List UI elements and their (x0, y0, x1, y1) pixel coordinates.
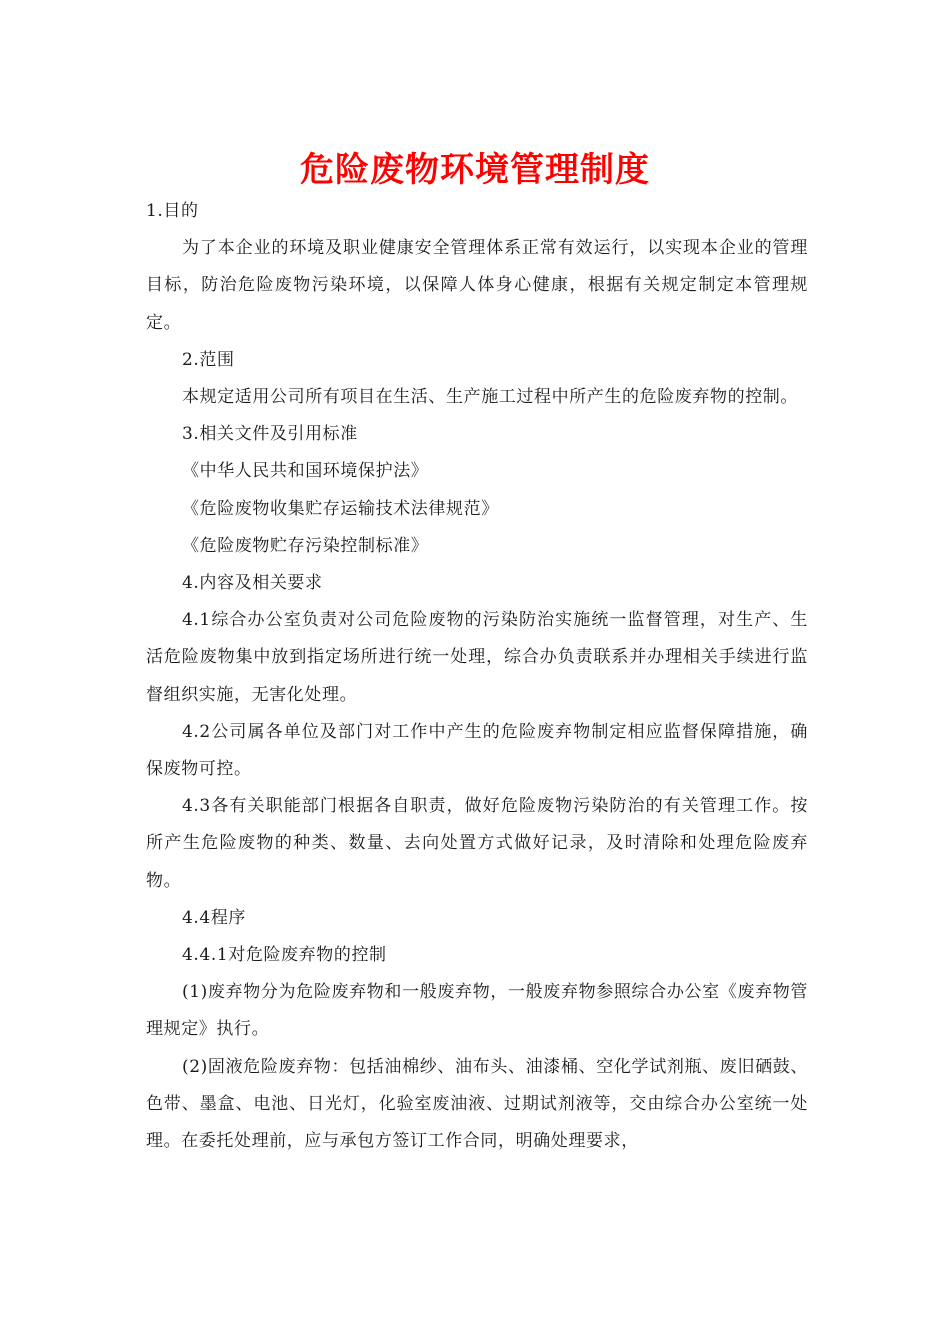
paragraph: (2)固液危险废弃物：包括油棉纱、油布头、油漆桶、空化学试剂瓶、废旧硒鼓、色带、墨盒、电池、日光灯，化验室废油液、过期试剂液等，交由综合办公室统一处理。在委托处理前，应与承包方签订工作合同，明确处理要求， (146, 1056, 808, 1152)
paragraph: 2.范围 (182, 349, 235, 370)
paragraph: (1)废弃物分为危险废弃物和一般废弃物，一般废弃物参照综合办公室《废弃物管理规定》执行。 (146, 982, 808, 1040)
paragraph: 《中华人民共和国环境保护法》 (182, 461, 429, 482)
paragraph: 4.1综合办公室负责对公司危险废物的污染防治实施统一监督管理，对生产、生活危险废物集中放到指定场所进行统一处理，综合办负责联系并办理相关手续进行监督组织实施，无害化处理。 (146, 610, 808, 705)
paragraph: 4.2公司属各单位及部门对工作中产生的危险废弃物制定相应监督保障措施，确保废物可控。 (146, 721, 808, 780)
paragraph: 4.内容及相关要求 (182, 573, 323, 594)
paragraph: 《危险废物贮存污染控制标准》 (182, 535, 429, 556)
paragraph: 1.目的 (146, 201, 199, 221)
paragraph: 《危险废物收集贮存运输技术法律规范》 (182, 498, 499, 519)
paragraph: 4.3各有关职能部门根据各自职责，做好危险废物污染防治的有关管理工作。按所产生危险废物的种类、数量、去向处置方式做好记录，及时清除和处理危险废弃物。 (146, 796, 808, 891)
paragraph: 为了本企业的环境及职业健康安全管理体系正常有效运行，以实现本企业的管理目标，防治危险废物污染环境，以保障人体身心健康，根据有关规定制定本管理规定。 (146, 238, 808, 333)
paragraph: 3.相关文件及引用标准 (182, 424, 358, 445)
paragraph: 4.4程序 (182, 907, 247, 928)
paragraph: 4.4.1对危险废弃物的控制 (182, 945, 387, 966)
document-title: 危险废物环境管理制度 (300, 150, 650, 190)
document-body (146, 193, 808, 1160)
paragraph: 本规定适用公司所有项目在生活、生产施工过程中所产生的危险废弃物的控制。 (182, 387, 798, 408)
